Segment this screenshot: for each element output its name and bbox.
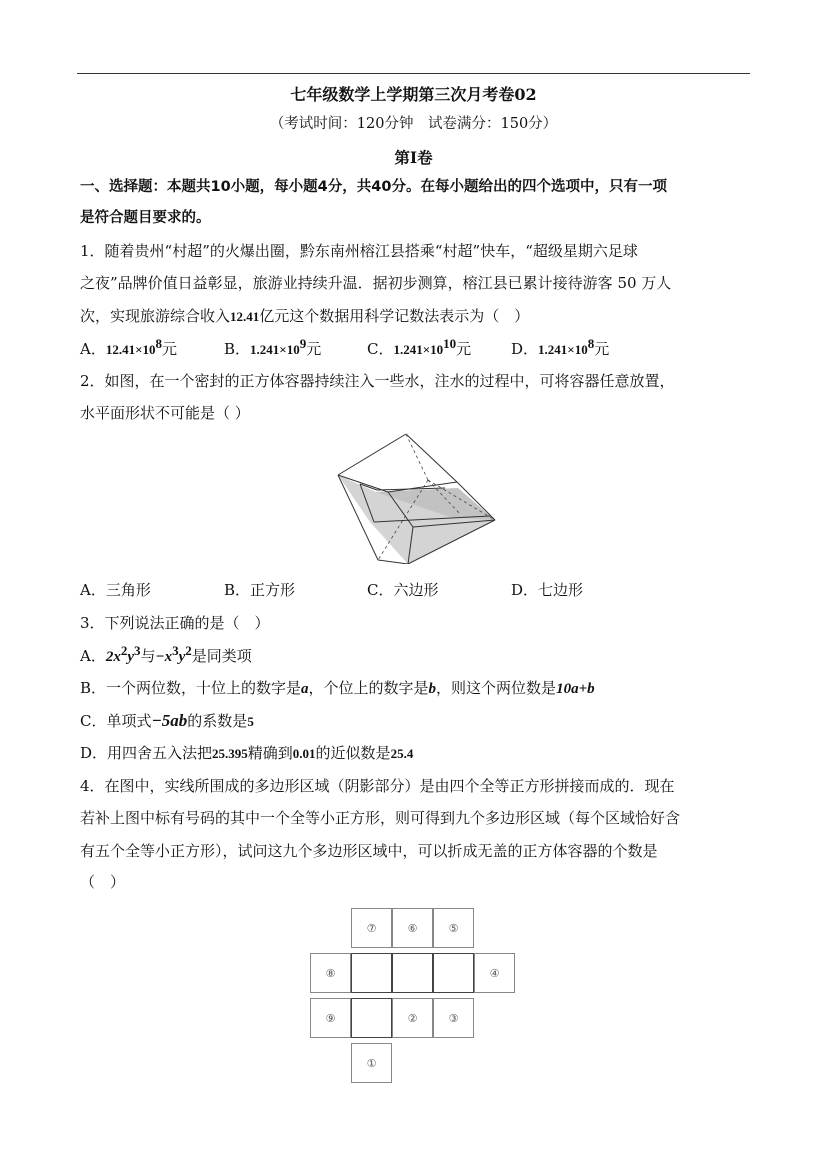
q3-option-d[interactable] [80,743,413,764]
net-label: ① [366,1057,377,1070]
net-label: ⑧ [325,967,336,980]
option-text: 七边形 [538,581,584,599]
exponent: 2 [185,643,192,658]
net-square-shaded [351,953,392,993]
q3-option-a[interactable] [80,643,252,667]
math-expr: 10a+b [556,681,595,697]
q1-line3 [80,306,529,327]
net-label: ④ [489,967,500,980]
q4-line1: 4．在图中，实线所围成的多边形区域（阴影部分）是由四个全等正方形拼接而成的．现在 [80,777,675,795]
q2-option-d[interactable] [511,580,583,600]
option-unit: 元 [162,340,178,358]
exponent: 3 [134,643,141,658]
q1-number: 12.41 [230,309,260,324]
q3-stem: 3．下列说法正确的是（ ） [80,614,270,632]
option-text: C．单项式 [80,712,152,730]
option-text: 的近似数是 [315,744,391,762]
math-term: y [178,649,186,665]
q4-line2: 若补上图中标有号码的其中一个全等小正方形，则可得到九个多边形区域（每个区域恰好含 [80,809,681,827]
q1-option-a[interactable] [80,336,178,360]
net-label: ⑨ [325,1012,336,1025]
q3-option-b[interactable] [80,678,595,699]
net-label: ⑥ [407,922,418,935]
option-exponent: 9 [299,336,307,351]
q1-line2: 之夜”品牌价值日益彰显，旅游业持续升温．据初步测算，榕江县已累计接待游客 50 万人 [80,274,672,292]
math-value: 5 [247,714,254,729]
q1-line3-text: 次，实现旅游综合收入 [80,307,231,325]
option-text: ，则这个两位数是 [436,679,557,697]
connector-text: 与 [140,647,156,665]
option-tail: 是同类项 [191,647,252,665]
option-label: B． [224,581,251,599]
option-text: 正方形 [250,581,296,599]
math-var: b [428,681,437,697]
option-base: 1.241×10 [250,342,300,357]
exam-subtitle: （考试时间：120分钟 试卷满分：150分） [269,116,558,132]
net-square-shaded [433,953,474,993]
net-label: ② [407,1012,418,1025]
option-base: 12.41×10 [105,342,156,357]
section-heading-line1: 一、选择题：本题共10小题，每小题4分，共40分。在每小题给出的四个选项中，只有一项 [80,179,667,195]
net-square-shaded [392,953,433,993]
q1-option-d[interactable] [511,336,610,360]
option-label: A． [80,581,106,599]
math-term: y [127,649,135,665]
q1-option-c[interactable] [367,336,472,360]
option-text: B．一个两位数，十位上的数字是 [80,679,302,697]
net-square-shaded [351,998,392,1038]
q2-line1: 2．如图，在一个密封的正方体容器持续注入一些水，注水的过程中，可将容器任意放置， [80,372,675,390]
q2-line2: 水平面形状不可能是（ ） [80,404,250,422]
option-text: 精确到 [247,744,293,762]
option-exponent: 10 [443,336,457,351]
option-text: D．用四舍五入法把 [80,744,213,762]
math-var: a [301,681,309,697]
q1-line3-tail: 亿元这个数据用科学记数法表示为（ ） [259,307,530,325]
option-unit: 元 [306,340,322,358]
exponent: 2 [120,643,128,658]
option-exponent: 8 [587,336,595,351]
option-text: 三角形 [105,581,151,599]
net-label: ③ [448,1012,459,1025]
option-unit: 元 [456,340,472,358]
option-label: A． [80,647,106,665]
q1-line1: 1．随着贵州“村超”的火爆出圈，黔东南州榕江县搭乘“村超”快车，“超级星期六足球 [80,242,638,260]
option-text: 六边形 [393,581,439,599]
option-label: A． [80,340,106,358]
net-label: ⑦ [366,922,377,935]
math-expr: −5ab [151,711,188,730]
q4-line3: 有五个全等小正方形），试问这九个多边形区域中，可以折成无盖的正方体容器的个数是 [80,842,658,860]
option-label: D． [511,340,539,358]
option-label: C． [367,340,394,358]
exam-title: 七年级数学上学期第三次月考卷02 [290,85,537,104]
net-label: ⑤ [448,922,459,935]
header-rule [77,73,750,74]
option-label: B． [224,340,251,358]
exponent: 3 [172,643,179,658]
q3-option-c[interactable] [80,711,254,732]
q2-option-b[interactable] [224,580,295,600]
math-value: 25.4 [390,746,414,761]
math-value: 25.395 [212,746,248,761]
option-exponent: 8 [155,336,163,351]
q4-line4: （ ） [80,873,126,891]
cube-water-figure [330,432,502,564]
q1-option-b[interactable] [224,336,322,360]
option-text: 的系数是 [187,712,248,730]
option-label: D． [511,581,539,599]
math-term: 2x [105,649,121,665]
q2-option-c[interactable] [367,580,439,600]
math-value: 0.01 [292,746,316,761]
section-heading-line2: 是符合题目要求的。 [80,210,211,226]
option-base: 1.241×10 [393,342,444,357]
math-term: −x [155,649,173,665]
option-text: ，个位上的数字是 [308,679,429,697]
option-base: 1.241×10 [538,342,588,357]
part-heading: 第Ⅰ卷 [394,148,433,167]
q2-option-a[interactable] [80,580,151,600]
option-label: C． [367,581,394,599]
option-unit: 元 [594,340,610,358]
